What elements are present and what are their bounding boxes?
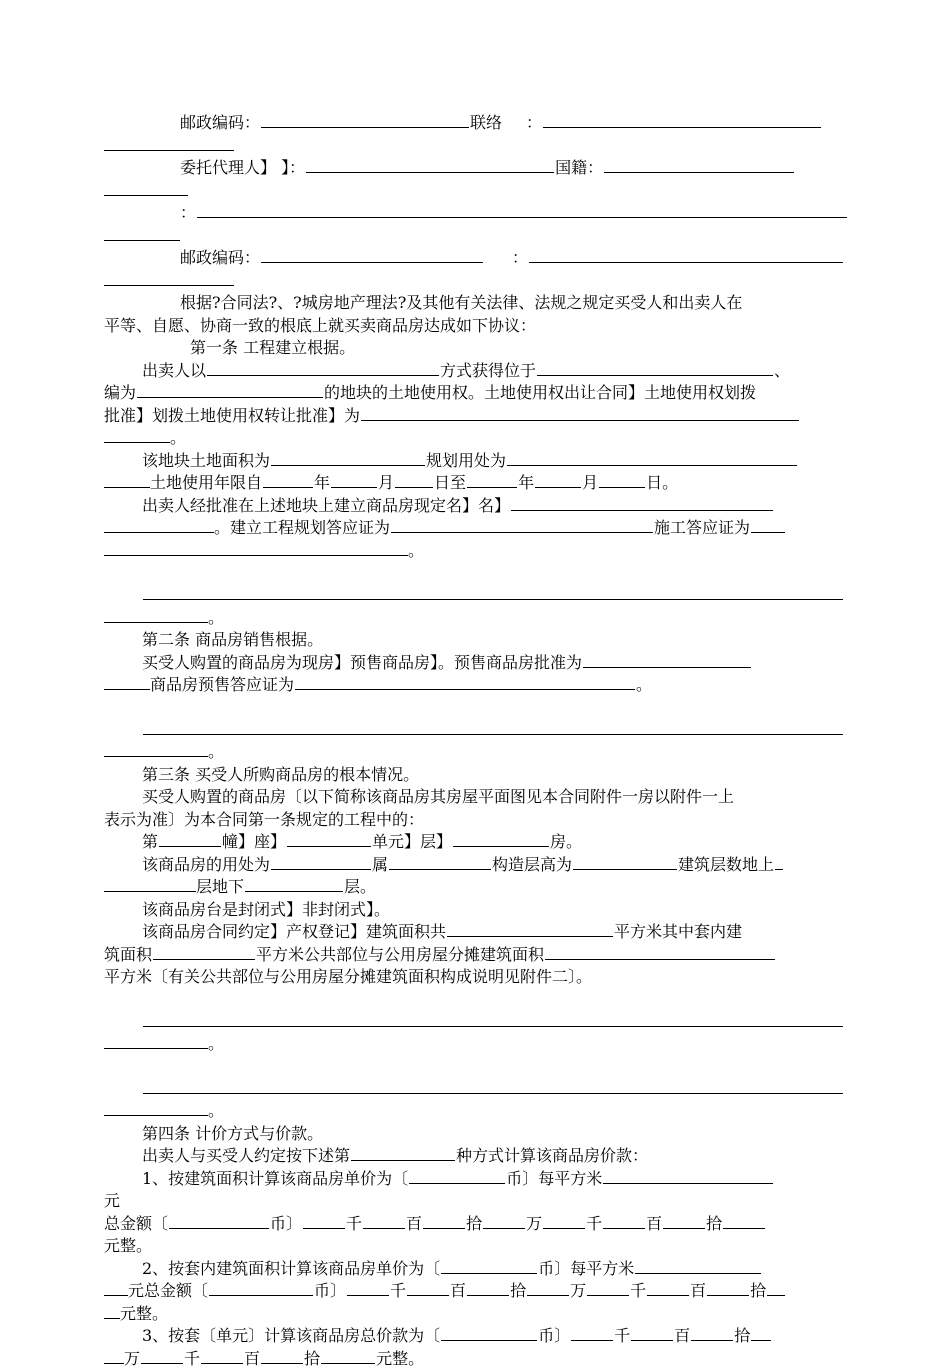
structure-field[interactable]: [389, 854, 491, 870]
article-3-line: 平方米〔有关公共部位与公用房屋分摊建筑面积构成说明见附件二〕。: [104, 966, 850, 989]
article-1-line: 出卖人以 方式获得位于 、: [104, 360, 850, 383]
presale-approval-field[interactable]: [583, 652, 751, 668]
agent-label: 委托代理人】 】：: [180, 158, 305, 177]
article-1-line: 该地块土地面积为 规划用处为: [104, 450, 850, 473]
address-row: ：: [104, 202, 850, 225]
floors-above-field[interactable]: [775, 854, 783, 870]
unit-field[interactable]: [287, 831, 371, 847]
blank-field[interactable]: [143, 584, 843, 600]
amount-digit-field[interactable]: [587, 1280, 629, 1296]
amount-digit-field[interactable]: [767, 1280, 785, 1296]
amount-digit-field[interactable]: [723, 1213, 765, 1229]
contact-label: 联络: [470, 113, 502, 132]
gross-area-field[interactable]: [447, 921, 613, 937]
blank-line: [104, 584, 850, 607]
approval-number-cont[interactable]: [104, 427, 170, 443]
planning-permit-field[interactable]: [391, 517, 653, 533]
m2-total-currency-field[interactable]: [209, 1280, 313, 1296]
amount-digit-field[interactable]: [423, 1213, 465, 1229]
article-3-line: 第 幢】座】 单元】层】 房。: [104, 831, 850, 854]
article-3-line: 该商品房的用处为 属 构造层高为 建筑层数地上: [104, 854, 850, 877]
article-1-line: 编为 的地块的土地使用权。土地使用权出让合同】土地使用权划拨: [104, 382, 850, 405]
postal-code-field[interactable]: [261, 112, 469, 128]
agent-postal-field[interactable]: [261, 247, 483, 263]
construction-permit-field[interactable]: [751, 517, 785, 533]
land-area-field[interactable]: [271, 450, 425, 466]
blank-line: [104, 1078, 850, 1101]
article-4-line: 出卖人与买受人约定按下述第 种方式计算该商品房价款：: [104, 1145, 850, 1168]
start-year-field[interactable]: [263, 472, 313, 488]
start-day-field[interactable]: [395, 472, 433, 488]
address-field-cont[interactable]: [104, 225, 180, 241]
article-3-line: 该商品房合同约定】产权登记】建筑面积共 平方米其中套内建: [104, 921, 850, 944]
pricing-method-field[interactable]: [351, 1145, 455, 1161]
m2-unit-price-field[interactable]: [635, 1258, 761, 1274]
article-3-line: 。: [104, 1033, 850, 1056]
blank-line: [104, 719, 850, 742]
nationality-label: 国籍：: [555, 158, 603, 177]
method-2-line: 2、按套内建筑面积计算该商品房单价为〔 币〕每平方米: [104, 1258, 850, 1281]
article-3-line: 层地下 层。: [104, 876, 850, 899]
article-1-line: 。: [104, 540, 850, 563]
planned-use-field[interactable]: [507, 450, 797, 466]
agent-contact-field[interactable]: [529, 247, 843, 263]
amount-digit-field[interactable]: [543, 1213, 585, 1229]
amount-digit-field[interactable]: [407, 1280, 449, 1296]
method-3-line: 3、按套〔单元〕计算该商品房总价款为〔 币〕 千 百 拾: [104, 1325, 850, 1348]
floors-above-cont[interactable]: [104, 876, 196, 892]
m2-currency-field[interactable]: [441, 1258, 537, 1274]
blank-field-cont[interactable]: [104, 1033, 208, 1049]
acquire-method-field[interactable]: [207, 360, 439, 376]
agent-field[interactable]: [306, 157, 554, 173]
amount-digit-field[interactable]: [261, 1348, 303, 1364]
m1-currency-field[interactable]: [409, 1168, 505, 1184]
method-3-total-line: 万 千 百 拾 元整。: [104, 1348, 850, 1370]
seller-postal-row: 邮政编码： 联络 ：: [104, 112, 850, 135]
blank-field-cont[interactable]: [104, 741, 208, 757]
article-1-line: 。: [104, 427, 850, 450]
blank-field-cont[interactable]: [104, 1100, 208, 1116]
presale-approval-cont[interactable]: [104, 674, 150, 690]
amount-digit-field[interactable]: [321, 1348, 375, 1364]
project-name-field[interactable]: [511, 495, 773, 511]
article-1-line: 。: [104, 607, 850, 630]
amount-digit-field[interactable]: [303, 1213, 345, 1229]
floors-below-field[interactable]: [245, 876, 343, 892]
continuation-line: [104, 180, 850, 203]
amount-digit-field[interactable]: [483, 1213, 525, 1229]
method-1-line: 元整。: [104, 1235, 850, 1258]
amount-digit-field[interactable]: [603, 1213, 645, 1229]
article-1-line: 土地使用年限自 年 月 日至 年 月 日。: [104, 472, 850, 495]
article-2-line: 买受人购置的商品房为现房】预售商品房】。预售商品房批准为: [104, 652, 850, 675]
method-2-total-line: 元总金额〔 币〕 千 百 拾 万 千 百 拾: [104, 1280, 850, 1303]
article-2-title: 第二条 商品房销售根据。: [104, 629, 850, 652]
method-1-line: 元: [104, 1190, 850, 1213]
article-1-line: 出卖人经批准在上述地块上建立商品房现定名】名】: [104, 495, 850, 518]
method-2-line: 元整。: [104, 1303, 850, 1326]
blank-field[interactable]: [143, 1078, 843, 1094]
amount-digit-field[interactable]: [571, 1325, 613, 1341]
continuation-line: [104, 135, 850, 158]
blank-field[interactable]: [143, 1011, 843, 1027]
nationality-field[interactable]: [604, 157, 794, 173]
location-field[interactable]: [537, 360, 773, 376]
article-2-line: 。: [104, 741, 850, 764]
amount-digit-field[interactable]: [467, 1280, 509, 1296]
parcel-number-field[interactable]: [137, 382, 323, 398]
planned-use-cont[interactable]: [104, 472, 150, 488]
continuation-line: [104, 270, 850, 293]
m1-unit-price-field[interactable]: [603, 1168, 773, 1184]
method-1-line: 1、按建筑面积计算该商品房单价为〔 币〕每平方米: [104, 1168, 850, 1191]
preamble-line-1: 根据?合同法?、?城房地产理法?及其他有关法律、法规之规定买受人和出卖人在: [104, 292, 850, 315]
project-name-cont[interactable]: [104, 517, 214, 533]
article-1-line: 。建立工程规划答应证为 施工答应证为: [104, 517, 850, 540]
amount-digit-field[interactable]: [527, 1280, 569, 1296]
end-month-field[interactable]: [535, 472, 581, 488]
article-3-line: 表示为准〕为本合同第一条规定的工程中的：: [104, 809, 850, 832]
amount-digit-cont[interactable]: [104, 1348, 124, 1364]
contract-page: [104, 112, 850, 1370]
m2-unit-price-cont[interactable]: [104, 1280, 128, 1296]
construction-permit-cont[interactable]: [104, 540, 408, 556]
agent-contact-field-cont[interactable]: [104, 270, 234, 286]
method-1-total-line: 总金额〔 币〕 千 百 拾 万 千 百 拾: [104, 1213, 850, 1236]
amount-digit-field[interactable]: [347, 1280, 389, 1296]
agent-row: [104, 157, 850, 180]
article-3-line: 。: [104, 1100, 850, 1123]
contact-field[interactable]: [543, 112, 821, 128]
nationality-field-cont[interactable]: [104, 180, 188, 196]
room-field[interactable]: [453, 831, 549, 847]
floor-height-field[interactable]: [573, 854, 677, 870]
usage-field[interactable]: [271, 854, 371, 870]
amount-digit-field[interactable]: [647, 1280, 689, 1296]
amount-digit-field[interactable]: [663, 1213, 705, 1229]
article-4-title: 第四条 计价方式与价款。: [104, 1123, 850, 1146]
blank-line: [104, 1011, 850, 1034]
article-3-line: 该商品房台是封闭式】非封闭式】。: [104, 899, 850, 922]
article-2-line: 商品房预售答应证为 。: [104, 674, 850, 697]
amount-digit-field[interactable]: [707, 1280, 749, 1296]
article-3-line: 买受人购置的商品房〔以下简称该商品房其房屋平面图见本合同附件一房以附件一上: [104, 786, 850, 809]
article-3-line: 筑面积 平方米公共部位与公用房屋分摊建筑面积: [104, 944, 850, 967]
amount-digit-field[interactable]: [201, 1348, 243, 1364]
blank-field-cont[interactable]: [104, 607, 208, 623]
amount-digit-field[interactable]: [631, 1325, 673, 1341]
article-3-title: 第三条 买受人所购商品房的根本情况。: [104, 764, 850, 787]
article-1-line: 批准】划拨土地使用权转让批准】为: [104, 405, 850, 428]
amount-digit-field[interactable]: [751, 1325, 771, 1341]
agent-postal-row: 邮政编码： ：: [104, 247, 850, 270]
article-1-title: 第一条 工程建立根据。: [104, 337, 850, 360]
postal-code-label: 邮政编码：: [180, 113, 260, 132]
shared-area-field[interactable]: [545, 944, 775, 960]
blank-field[interactable]: [143, 719, 843, 735]
approval-number-field[interactable]: [361, 405, 799, 421]
building-field[interactable]: [159, 831, 221, 847]
m1-total-currency-field[interactable]: [169, 1213, 269, 1229]
amount-digit-field[interactable]: [363, 1213, 405, 1229]
end-day-field[interactable]: [599, 472, 645, 488]
end-year-field[interactable]: [467, 472, 517, 488]
inner-area-field[interactable]: [153, 944, 255, 960]
m3-currency-field[interactable]: [441, 1325, 537, 1341]
start-month-field[interactable]: [331, 472, 377, 488]
presale-permit-field[interactable]: [295, 674, 635, 690]
amount-digit-field[interactable]: [691, 1325, 733, 1341]
preamble-line-2: 平等、自愿、协商一致的根底上就买卖商品房达成如下协议：: [104, 315, 850, 338]
continuation-line: [104, 225, 850, 248]
address-field[interactable]: [197, 202, 847, 218]
amount-digit-cont[interactable]: [104, 1303, 120, 1319]
amount-digit-field[interactable]: [141, 1348, 183, 1364]
contact-field-cont[interactable]: [104, 135, 234, 151]
postal-code-label: 邮政编码：: [180, 248, 260, 267]
